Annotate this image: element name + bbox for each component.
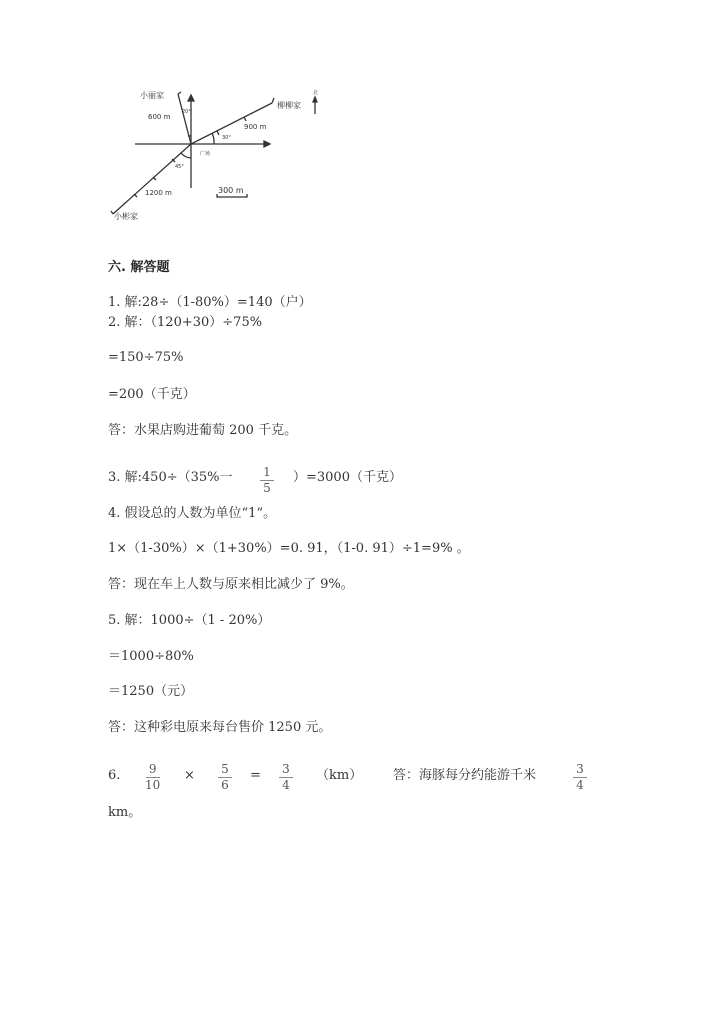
label-xiaobin: 小彬家 xyxy=(114,212,138,221)
label-square: 广场 xyxy=(200,151,211,157)
denominator: 5 xyxy=(263,481,271,495)
denominator: 6 xyxy=(221,778,229,792)
answer-2-line-4: 答：水果店购进葡萄 200 千克。 xyxy=(108,423,298,438)
denominator: 4 xyxy=(282,778,290,792)
answer-6-text: 答：海豚每分约能游千米 xyxy=(393,768,537,783)
answer-5-line-4: 答：这种彩电原来每台售价 1250 元。 xyxy=(108,720,332,735)
label-xiaoli: 小丽家 xyxy=(140,91,164,100)
fraction-3-4-answer xyxy=(573,763,587,792)
direction-diagram xyxy=(0,0,720,240)
label-45deg: 45° xyxy=(175,164,184,170)
answer-4-line-1: 4. 假设总的人数为单位“1”。 xyxy=(108,506,277,521)
answer-6-tail: km。 xyxy=(108,805,142,820)
answer-5-line-2: ＝1000÷80% xyxy=(108,649,194,664)
numerator: 1 xyxy=(263,465,271,479)
equals-sign: = xyxy=(250,768,261,783)
answer-1: 1. 解:28÷（1-80%）=140（户） xyxy=(108,295,312,310)
label-30deg: 30° xyxy=(222,135,231,141)
times-sign: × xyxy=(184,768,195,783)
answer-3-part-b: ）=3000（千克） xyxy=(293,470,402,485)
answer-2-line-2: =150÷75% xyxy=(108,350,184,365)
north-arrow xyxy=(188,95,194,101)
fraction-1-5 xyxy=(260,466,274,495)
answer-2-line-1: 2. 解：（120+30）÷75% xyxy=(108,315,263,330)
label-scale: 300 m xyxy=(218,186,244,195)
answer-5-line-3: ＝1250（元） xyxy=(108,684,194,699)
denominator: 4 xyxy=(576,778,584,792)
fraction-5-6 xyxy=(218,763,232,792)
answer-4-line-3: 答：现在车上人数与原来相比减少了 9%。 xyxy=(108,577,354,592)
numerator: 9 xyxy=(148,762,157,776)
numerator: 3 xyxy=(282,762,290,776)
route-xiaobin xyxy=(113,144,191,214)
label-600m: 600 m xyxy=(148,113,171,121)
label-20deg: 20° xyxy=(182,109,191,115)
answer-5-line-1: 5. 解：1000÷（1 - 20%） xyxy=(108,613,271,628)
east-arrow xyxy=(264,141,270,147)
answer-4-line-2: 1×（1-30%）×（1+30%）=0. 91，（1-0. 91）÷1=9% 。 xyxy=(108,541,470,556)
section-title: 六. 解答题 xyxy=(108,260,170,275)
answer-6-number: 6. xyxy=(108,768,121,783)
numerator: 3 xyxy=(576,762,584,776)
answer-2-line-3: =200（千克） xyxy=(108,387,196,402)
answer-3-part-a: 3. 解:450÷（35%一 xyxy=(108,470,233,485)
denominator: 10 xyxy=(145,778,161,792)
fraction-3-4 xyxy=(279,763,293,792)
label-liuliu: 柳柳家 xyxy=(277,101,301,110)
label-900m: 900 m xyxy=(244,123,267,131)
unit-km: （km） xyxy=(316,768,363,783)
label-north: 北 xyxy=(313,90,319,96)
label-1200m: 1200 m xyxy=(145,189,172,197)
fraction-9-10 xyxy=(145,763,160,792)
numerator: 5 xyxy=(221,762,229,776)
